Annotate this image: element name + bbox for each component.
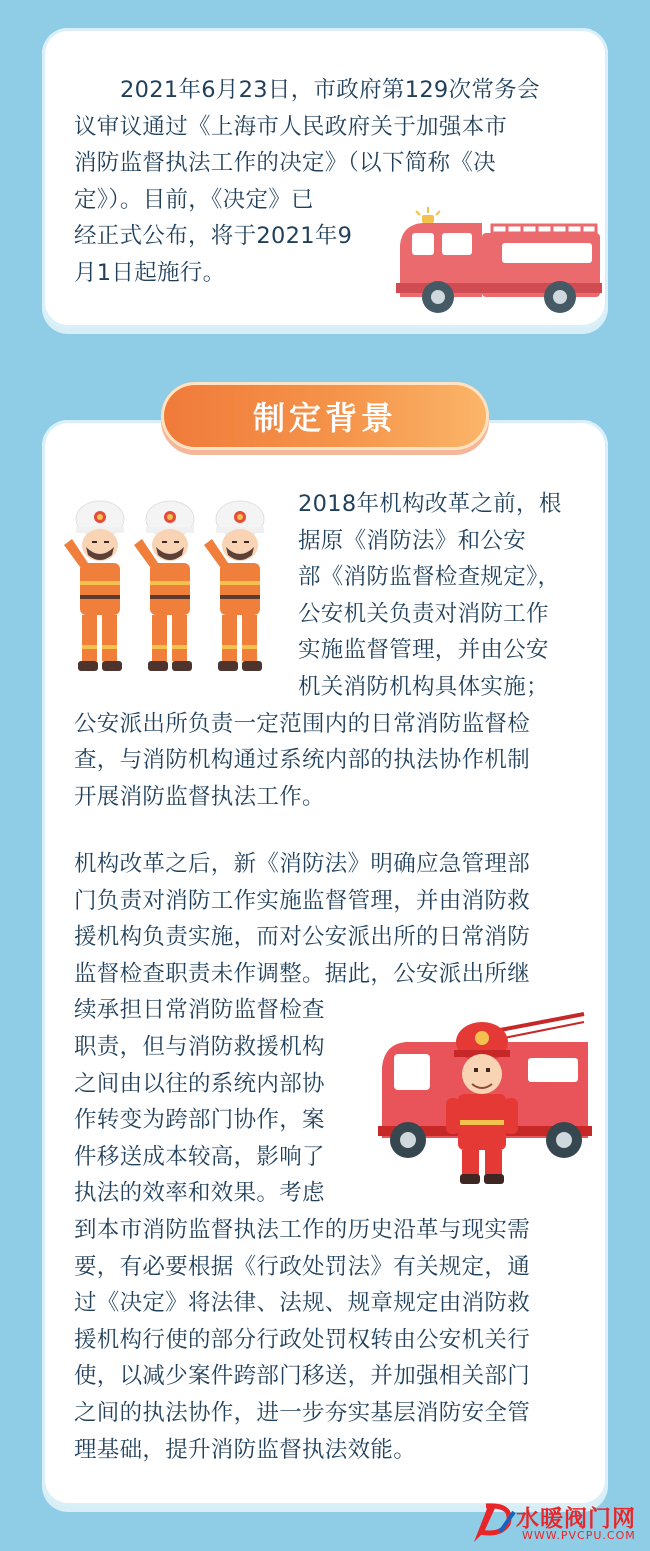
background-paragraph-1 [74, 486, 562, 815]
para2-line: 使，以减少案件跨部门移送，并加强相关部门 [74, 1363, 531, 1390]
para2-line: 理基础，提升消防监督执法效能。 [74, 1436, 417, 1463]
para2-line: 之间由以往的系统内部协 [74, 1070, 325, 1097]
para2-line: 作转变为跨部门协作，案 [74, 1107, 325, 1134]
para2-line: 续承担日常消防监督检查 [74, 997, 325, 1024]
watermark-url: WWW.PVCPU.COM [522, 1529, 636, 1542]
watermark-name: 水暖阀门网 [516, 1506, 636, 1532]
para2-line: 过《决定》将法律、法规、规章规定由消防救 [74, 1290, 531, 1317]
para2-line: 之间的执法协作，进一步夯实基层消防安全管 [74, 1399, 531, 1426]
para1-line: 部《消防监督检查规定》， [298, 564, 561, 591]
section-title-banner [161, 382, 489, 450]
para1-line: 开展消防监督执法工作。 [74, 783, 325, 810]
para2-line: 监督检查职责未作调整。据此，公安派出所继 [74, 960, 531, 987]
intro-line: 月1日起施行。 [74, 259, 226, 286]
para1-line: 公安机关负责对消防工作 [298, 600, 549, 627]
para1-line: 据原《消防法》和公安 [298, 527, 527, 554]
para1-line: 查，与消防机构通过系统内部的执法协作机制 [74, 747, 531, 774]
para2-line: 援机构负责实施，而对公安派出所的日常消防 [74, 924, 531, 951]
section-title: 制定背景 [252, 399, 397, 437]
watermark [470, 1500, 640, 1548]
para2-line: 门负责对消防工作实施监督管理，并由消防救 [74, 887, 531, 914]
intro-line: 经正式公布，将于2021年9 [74, 223, 353, 250]
para1-line: 机关消防机构具体实施； [298, 673, 549, 700]
intro-line: 消防监督执法工作的决定》（以下简称《决 [74, 150, 496, 177]
fire-truck-icon [392, 205, 608, 317]
para2-line: 机构改革之后，新《消防法》明确应急管理部 [74, 851, 531, 877]
para2-line: 援机构行使的部分行政处罚权转由公安机关行 [74, 1326, 531, 1353]
para1-line: 公安派出所负责一定范围内的日常消防监督检 [74, 710, 531, 737]
pv-logo-icon [470, 1502, 518, 1546]
para2-line: 执法的效率和效果。考虑 [74, 1180, 325, 1207]
intro-line: 议审议通过《上海市人民政府关于加强本市 [74, 113, 508, 140]
para1-line: 2018年机构改革之前，根 [298, 491, 562, 517]
para2-line: 件移送成本较高，影响了 [74, 1143, 325, 1170]
intro-line: 定》）。目前，《决定》已 [74, 186, 314, 213]
firefighter-truck-icon [378, 1008, 596, 1186]
para1-line: 实施监督管理，并由公安 [298, 637, 549, 664]
para2-line: 职责，但与消防救援机构 [74, 1033, 325, 1060]
para2-line: 到本市消防监督执法工作的历史沿革与现实需 [74, 1216, 531, 1243]
intro-line: 2021年6月23日，市政府第129次常务会 [120, 77, 540, 103]
para2-line: 要，有必要根据《行政处罚法》有关规定，通 [74, 1253, 531, 1280]
